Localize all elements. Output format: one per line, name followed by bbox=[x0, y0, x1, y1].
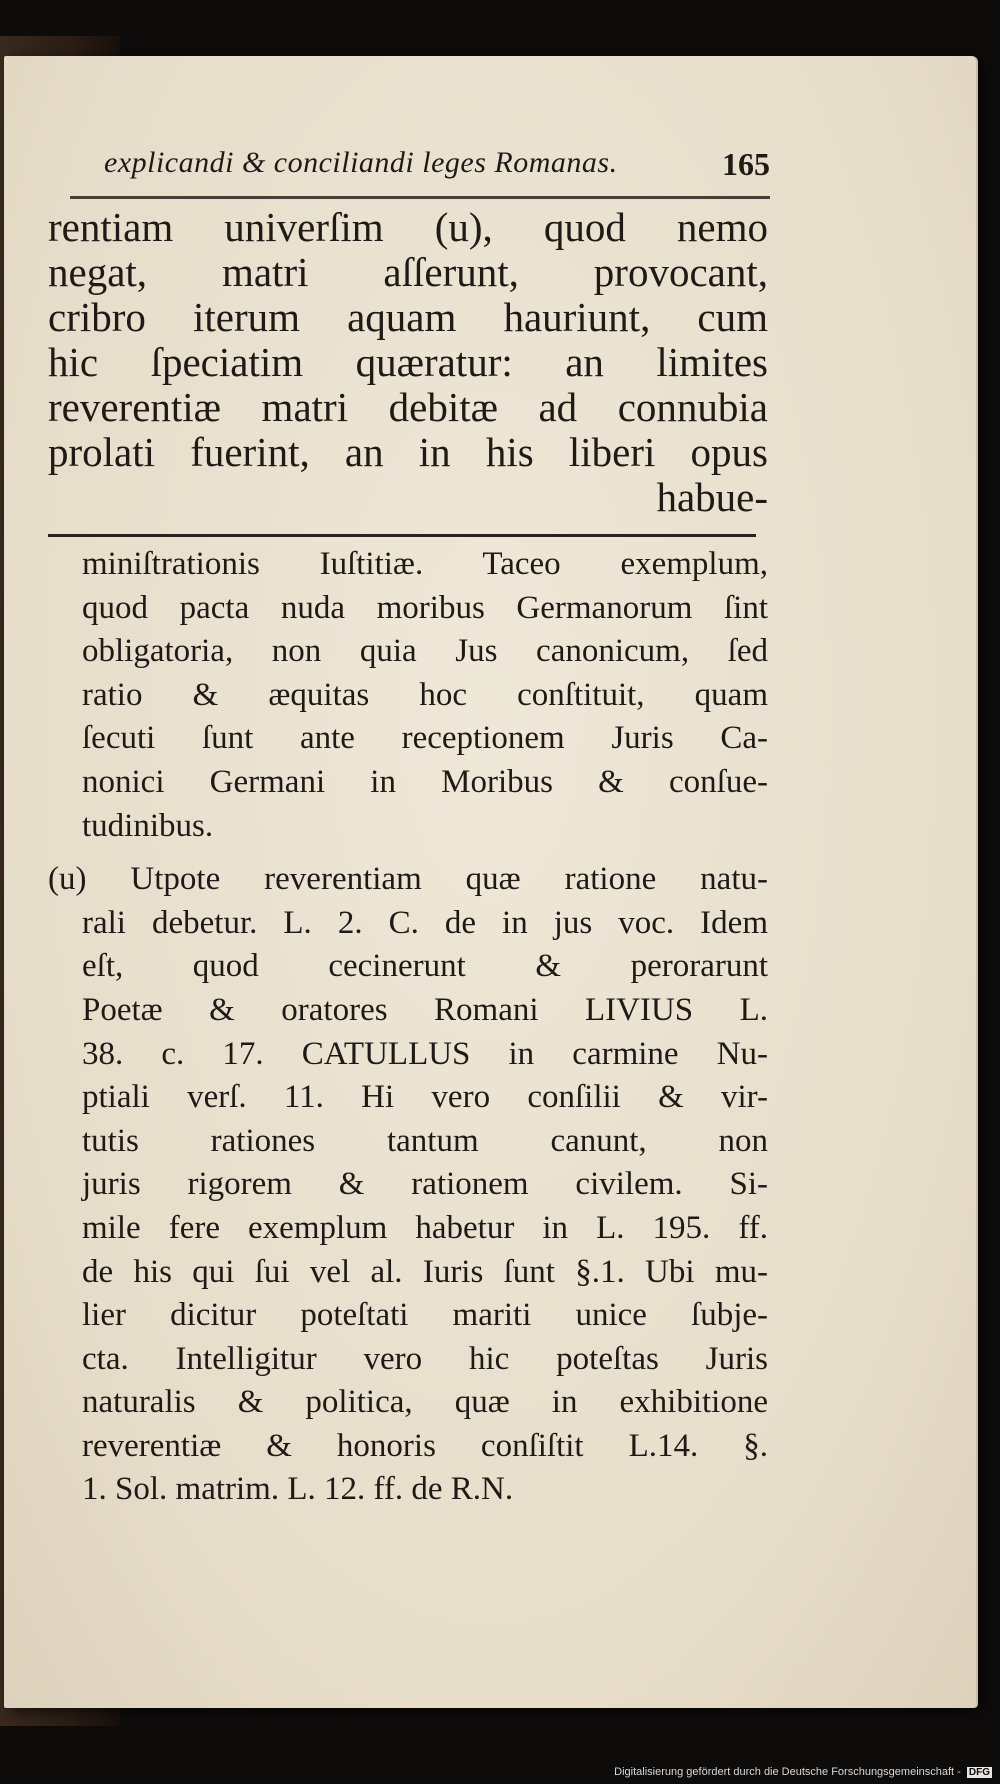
running-head bbox=[48, 146, 768, 190]
footnote-line: ratio & æquitas hoc conſtituit, quam bbox=[82, 676, 768, 713]
main-text-line: hic ſpeciatim quæratur: an limites bbox=[48, 339, 768, 385]
main-text-line: prolati fuerint, an in his liberi opus bbox=[48, 429, 768, 475]
running-head-title: explicandi & conciliandi leges Romanas. bbox=[104, 146, 618, 179]
footnote-rule bbox=[48, 534, 756, 537]
footnote-line: mile fere exemplum habetur in L. 195. ff. bbox=[82, 1209, 768, 1246]
footnote-line: miniſtrationis Iuſtitiæ. Taceo exemplum, bbox=[82, 546, 768, 582]
footnote-line: naturalis & politica, quæ in exhibitione bbox=[82, 1384, 768, 1421]
footnote-line: nonici Germani in Moribus & conſue- bbox=[82, 763, 768, 800]
footnote-line: de his qui ſui vel al. Iuris ſunt §.1. Ubi mu- bbox=[82, 1253, 768, 1290]
footnote-line: obligatoria, non quia Jus canonicum, ſed bbox=[82, 633, 768, 670]
footnote-line: cta. Intelligitur vero hic poteſtas Juris bbox=[82, 1340, 768, 1377]
footnote-line: lier dicitur poteſtati mariti unice ſubje- bbox=[82, 1297, 768, 1334]
catchword: habue- bbox=[656, 474, 768, 520]
footnotes bbox=[48, 543, 768, 1512]
footnote-line: eſt, quod cecinerunt & perorarunt bbox=[82, 948, 768, 985]
main-text-line: rentiam univerſim (u), quod nemo bbox=[48, 204, 768, 250]
footnote-line: quod pacta nuda moribus Germanorum ſint bbox=[82, 589, 768, 626]
footnote-line: ptiali verſ. 11. Hi vero conſilii & vir- bbox=[82, 1079, 768, 1116]
main-text-line: negat, matri aſſerunt, provocant, bbox=[48, 249, 768, 295]
footnote-u bbox=[48, 858, 768, 1512]
main-text-line: reverentiæ matri debitæ ad connubia bbox=[48, 384, 768, 430]
credit-text: Digitalisierung gefördert durch die Deutsche Forschungsgemeinschaft - bbox=[614, 1766, 961, 1778]
digitization-credit bbox=[614, 1766, 992, 1778]
footnote-line: (u) Utpote reverentiam quæ ratione natu- bbox=[48, 861, 768, 898]
book-page bbox=[4, 56, 976, 1708]
footnote-line: 1. Sol. matrim. L. 12. ff. de R.N. bbox=[82, 1471, 514, 1508]
footnote-line: rali debetur. L. 2. C. de in jus voc. Idem bbox=[82, 904, 768, 941]
footnote-line: ſecuti ſunt ante receptionem Juris Ca- bbox=[82, 720, 768, 757]
footnote-line: tudinibus. bbox=[82, 807, 214, 844]
main-text bbox=[48, 205, 768, 520]
page-content bbox=[48, 146, 768, 1522]
footnote-line: Poetæ & oratores Romani LIVIUS L. bbox=[82, 991, 768, 1028]
footnote-line: tutis rationes tantum canunt, non bbox=[82, 1122, 768, 1159]
main-text-line: cribro iterum aquam hauriunt, cum bbox=[48, 294, 768, 340]
page-number: 165 bbox=[722, 146, 770, 182]
footnote-line: reverentiæ & honoris conſiſtit L.14. §. bbox=[82, 1427, 768, 1464]
footnote-line: 38. c. 17. CATULLUS in carmine Nu- bbox=[82, 1035, 768, 1072]
header-rule bbox=[70, 196, 770, 199]
footnote-line: juris rigorem & rationem civilem. Si- bbox=[82, 1166, 768, 1203]
footnote-continuation bbox=[82, 543, 768, 848]
dfg-logo-icon: DFG bbox=[968, 1767, 990, 1778]
